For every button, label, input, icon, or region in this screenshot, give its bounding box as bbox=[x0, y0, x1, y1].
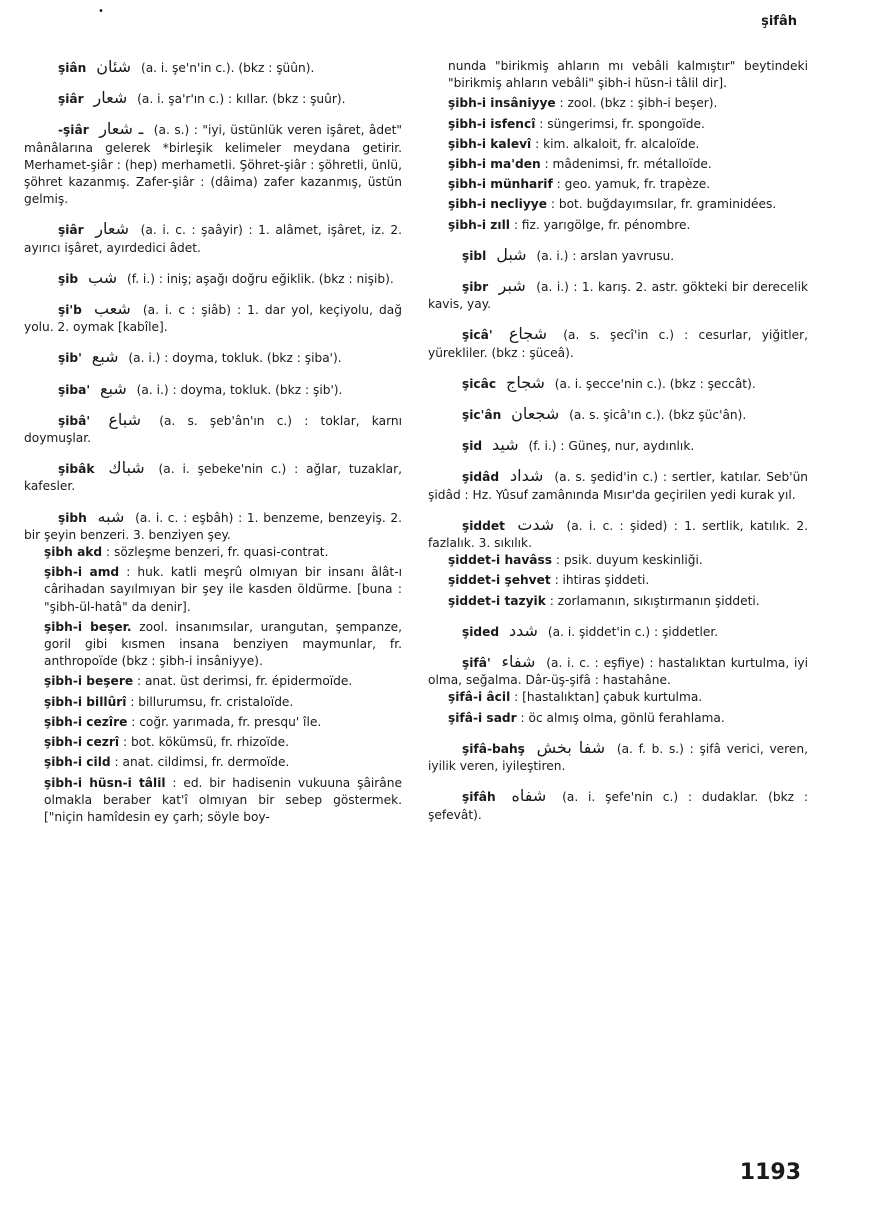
entry-arabic-script: شفا بخش bbox=[536, 737, 606, 757]
entry-headword: şicâc bbox=[462, 376, 497, 391]
entry-definition: (a. i.) : doyma, tokluk. (bkz : şiba'). bbox=[128, 351, 342, 366]
entry-definition: : huk. katli meşrû olmıyan bir insanı âlât-ı cârihadan sayılmıyan bir şey ile kasden öldürme. [buna : "şibh-ül-hatâ" da denir]. bbox=[44, 565, 402, 614]
entry-definition: (a. s. şecî'in c.) : cesurlar, yiğitler, yürekliler. (bkz : şüceâ). bbox=[428, 328, 809, 360]
dictionary-entry bbox=[24, 411, 402, 447]
dictionary-entry bbox=[24, 508, 402, 544]
entry-definition: : anat. cildimsi, fr. dermoïde. bbox=[114, 755, 290, 770]
entry-definition: (f. i.) : Güneş, nur, aydınlık. bbox=[528, 439, 695, 454]
dictionary-entry bbox=[24, 619, 402, 671]
entry-definition: : psik. duyum keskinliği. bbox=[555, 553, 703, 568]
dictionary-entry bbox=[428, 710, 808, 727]
entry-definition: : öc almış olma, gönlü ferahlama. bbox=[520, 710, 725, 725]
entry-definition: (f. i.) : iniş; aşağı doğru eğiklik. (bkz : nişib). bbox=[127, 271, 394, 286]
entry-definition: (a. i. c : şiâb) : 1. dar yol, keçiyolu, dağ yolu. 2. oymak [kabîle]. bbox=[24, 303, 403, 335]
entry-headword: şibh-i beşere bbox=[44, 674, 134, 689]
entry-headword: şibr bbox=[462, 280, 489, 295]
dictionary-entry bbox=[24, 269, 402, 288]
entry-arabic-script: شعب bbox=[93, 299, 131, 319]
entry-definition: (a. i. şe'n'in c.). (bkz : şüûn). bbox=[140, 61, 315, 75]
entry-arabic-script: شئان bbox=[96, 57, 132, 76]
dictionary-entry bbox=[428, 325, 808, 361]
entry-definition: (a. i. c. : şided) : 1. sertlik, katılık. 2. fazlalık. 3. sıkılık. bbox=[428, 518, 809, 551]
entry-headword: şibh-i necliyye bbox=[448, 197, 547, 212]
dictionary-entry bbox=[428, 689, 808, 706]
dictionary-entry bbox=[24, 120, 402, 208]
entry-definition: (a. i. c. : eşfiye) : hastalıktan kurtulma, iyi olma, seğalma. Dâr-üş-şifâ : hastahâne. bbox=[428, 656, 809, 688]
left-column bbox=[24, 58, 402, 829]
entry-arabic-script: شبل bbox=[496, 244, 527, 264]
entry-headword: şifâ-i âcil bbox=[448, 690, 511, 705]
entry-arabic-script: شبه bbox=[97, 506, 125, 526]
dictionary-entry bbox=[24, 300, 402, 336]
entry-headword: şiddet-i havâss bbox=[448, 553, 553, 568]
entry-definition: : mâdenimsi, fr. métalloïde. bbox=[544, 157, 712, 172]
entry-arabic-script: شباك bbox=[108, 458, 145, 478]
entry-headword: şifâ-i sadr bbox=[448, 710, 517, 725]
entry-definition: : bot. buğdayımsılar, fr. graminidées. bbox=[550, 197, 777, 212]
entry-headword: şiddet bbox=[462, 518, 505, 533]
dictionary-entry bbox=[24, 754, 402, 771]
dictionary-entry bbox=[24, 714, 402, 731]
dictionary-entry bbox=[428, 572, 808, 589]
entry-definition: (a. i. şefe'nin c.) : dudaklar. (bkz : şefevât). bbox=[428, 790, 808, 822]
dictionary-entry bbox=[428, 622, 808, 641]
dictionary-entry bbox=[428, 552, 808, 569]
dictionary-entry bbox=[428, 136, 808, 153]
dictionary-entry bbox=[428, 95, 808, 112]
entry-arabic-script: شدد bbox=[509, 620, 538, 640]
entry-arabic-script: شجعان bbox=[511, 404, 560, 424]
entry-headword: şifâ' bbox=[462, 656, 491, 671]
entry-headword: şib' bbox=[58, 351, 82, 366]
entry-definition: : [hastalıktan] çabuk kurtulma. bbox=[514, 690, 703, 705]
entry-definition: (a. i.) : doyma, tokluk. (bkz : şib'). bbox=[136, 382, 343, 397]
entry-headword: şid bbox=[462, 439, 483, 454]
entry-definition: (a. i.) : 1. karış. 2. astr. gökteki bir derecelik kavis, yay. bbox=[428, 280, 809, 312]
right-column bbox=[428, 58, 808, 836]
entry-headword: şib bbox=[58, 271, 79, 286]
dictionary-entry bbox=[428, 516, 808, 552]
entry-headword: şibh bbox=[58, 510, 87, 525]
entry-definition: (a. s. şicâ'ın c.). (bkz şüc'ân). bbox=[569, 408, 747, 423]
dictionary-entry bbox=[24, 544, 402, 561]
entry-headword: şibh-i ma'den bbox=[448, 157, 541, 172]
dictionary-entry bbox=[428, 436, 808, 455]
entry-headword: şiddet-i tazyik bbox=[448, 593, 546, 608]
entry-arabic-script: شعار bbox=[95, 219, 130, 239]
entry-definition: : fiz. yarıgölge, fr. pénombre. bbox=[513, 217, 691, 232]
entry-headword: şibâ' bbox=[58, 413, 91, 428]
entry-definition: : sözleşme benzeri, fr. quasi-contrat. bbox=[106, 545, 329, 560]
entry-definition: (a. s. şedid'in c.) : sertler, katılar. Seb'ün şidâd : Hz. Yûsuf zamânında Mısır'da geçirilen yedi kurak yıl. bbox=[428, 470, 809, 502]
stray-mark: • bbox=[98, 6, 104, 17]
entry-headword: şidâd bbox=[462, 470, 500, 485]
entry-arabic-script: شبع bbox=[91, 347, 119, 367]
dictionary-entry bbox=[428, 217, 808, 234]
entry-arabic-script: شداد bbox=[510, 466, 544, 486]
entry-definition: : zool. (bkz : şibh-i beşer). bbox=[559, 96, 718, 111]
entry-arabic-script: شباع bbox=[108, 409, 141, 429]
dictionary-entry bbox=[24, 694, 402, 711]
dictionary-entry bbox=[24, 348, 402, 367]
entry-headword: şibâk bbox=[58, 462, 95, 477]
entry-arabic-script: شجاع bbox=[508, 324, 548, 344]
entry-headword: şibh-i amd bbox=[44, 565, 120, 580]
entry-definition: nunda "birikmiş ahların mı vebâli kalmıştır" beytindeki "birikmiş ahların vebâli" şibh-i hüsn-i tâlil dir]. bbox=[448, 59, 808, 91]
dictionary-entry bbox=[428, 787, 808, 823]
entry-headword: şibh-i hüsn-i tâlil bbox=[44, 775, 166, 790]
dictionary-entry bbox=[428, 374, 808, 393]
dictionary-entry bbox=[24, 89, 402, 108]
entry-definition: (a. i. şiddet'in c.) : şiddetler. bbox=[547, 624, 719, 639]
entry-definition: zool. insanımsılar, urangutan, şempanze, goril gibi kısmen insana benziyen maymunlar, fr. anthropoïde (bkz : şibh-i insâniyye). bbox=[44, 619, 403, 669]
entry-headword: şibh-i cezîre bbox=[44, 714, 128, 729]
dictionary-entry bbox=[428, 156, 808, 173]
entry-headword: şiba' bbox=[58, 382, 91, 397]
entry-headword: şiddet-i şehvet bbox=[448, 573, 551, 588]
dictionary-entry bbox=[428, 653, 808, 689]
entry-headword: şicâ' bbox=[462, 328, 493, 343]
entry-headword: şic'ân bbox=[462, 408, 502, 423]
entry-definition: : süngerimsi, fr. spongoïde. bbox=[539, 116, 705, 131]
entry-definition: (a. s. şeb'ân'ın c.) : toklar, karnı doymuşlar. bbox=[24, 413, 402, 446]
dictionary-entry bbox=[24, 734, 402, 751]
dictionary-entry bbox=[428, 467, 808, 503]
entry-headword: şiâr bbox=[58, 223, 84, 238]
dictionary-entry bbox=[428, 196, 808, 213]
entry-headword: şifâh bbox=[462, 790, 496, 805]
entry-headword: şibh-i cezrî bbox=[44, 735, 120, 750]
entry-definition: (a. i. şecce'nin c.). (bkz : şeccât). bbox=[554, 376, 756, 391]
entry-headword: şibh-i zıll bbox=[448, 217, 510, 232]
entry-headword: şifâ-bahş bbox=[462, 741, 525, 756]
entry-headword: şibh-i insâniyye bbox=[448, 96, 556, 111]
entry-definition: (a. i. c. : eşbâh) : 1. benzeme, benzeyiş. 2. bir şeyin benzeri. 3. benziyen şey. bbox=[24, 510, 403, 542]
entry-definition: (a. i.) : arslan yavrusu. bbox=[536, 248, 675, 263]
dictionary-entry bbox=[428, 58, 808, 92]
entry-headword: şibl bbox=[462, 248, 487, 263]
entry-definition: (a. i. şa'r'ın c.) : kıllar. (bkz : şuûr). bbox=[137, 92, 346, 107]
dictionary-entry bbox=[24, 673, 402, 690]
dictionary-entry bbox=[428, 277, 808, 313]
entry-definition: : bot. kökümsü, fr. rhizoïde. bbox=[122, 735, 290, 750]
entry-headword: şibh akd bbox=[44, 545, 103, 560]
entry-headword: şibh-i münharif bbox=[448, 177, 553, 192]
entry-definition: : ihtiras şiddeti. bbox=[554, 573, 650, 588]
entry-definition: : ed. bir hadisenin vukuuna şâirâne olmakla beraber kat'î olmıyan bir sebep göstermek. ["niçin hamîdesin ey çarh; söyle boy- bbox=[44, 775, 402, 824]
entry-arabic-script: شفاء bbox=[501, 652, 536, 672]
dictionary-entry bbox=[428, 739, 808, 775]
entry-arabic-script: شيد bbox=[492, 435, 519, 455]
entry-headword: şiân bbox=[58, 61, 87, 75]
dictionary-entry bbox=[24, 220, 402, 256]
dictionary-entry bbox=[24, 58, 402, 77]
page-number: 1193 bbox=[739, 1160, 801, 1185]
entry-headword: şibh-i cild bbox=[44, 755, 111, 770]
entry-headword: şiâr bbox=[58, 92, 84, 107]
entry-definition: : kim. alkaloit, fr. alcaloïde. bbox=[535, 136, 700, 151]
entry-headword: -şiâr bbox=[58, 123, 89, 138]
entry-headword: şibh-i billûrî bbox=[44, 694, 127, 709]
entry-headword: şibh-i beşer. bbox=[44, 619, 132, 634]
entry-definition: (a. f. b. s.) : şifâ verici, veren, iyilik veren, iyileştiren. bbox=[428, 741, 809, 774]
dictionary-entry bbox=[428, 176, 808, 193]
entry-definition: : coğr. yarımada, fr. presqu' île. bbox=[131, 714, 322, 729]
entry-arabic-script: شعار bbox=[93, 88, 128, 108]
entry-definition: : anat. üst derimsi, fr. épidermoïde. bbox=[136, 674, 353, 689]
entry-headword: şided bbox=[462, 624, 500, 639]
dictionary-entry bbox=[24, 459, 402, 495]
dictionary-entry bbox=[428, 405, 808, 424]
entry-definition: : geo. yamuk, fr. trapèze. bbox=[556, 177, 711, 192]
entry-definition: : zorlamanın, sıkıştırmanın şiddeti. bbox=[549, 593, 760, 608]
dictionary-entry bbox=[428, 246, 808, 265]
entry-arabic-script: شبر bbox=[498, 276, 526, 296]
running-head: şifâh bbox=[761, 14, 797, 29]
entry-definition: (a. i. c. : şaâyir) : 1. alâmet, işâret, iz. 2. ayırıcı işâret, ayırdedici âdet. bbox=[24, 223, 402, 255]
dictionary-entry bbox=[24, 380, 402, 399]
dictionary-entry bbox=[428, 116, 808, 133]
dictionary-entry bbox=[428, 593, 808, 610]
entry-arabic-script: شجاج bbox=[505, 372, 545, 392]
entry-headword: şi'b bbox=[58, 303, 82, 318]
entry-definition: (a. i. şebeke'nin c.) : ağlar, tuzaklar, kafesler. bbox=[24, 462, 403, 494]
entry-arabic-script: شبع bbox=[100, 378, 127, 398]
entry-arabic-script: شدت bbox=[517, 514, 555, 534]
entry-definition: : billurumsu, fr. cristaloïde. bbox=[130, 694, 294, 709]
entry-definition: (a. s.) : "iyi, üstünlük veren işâret, âdet" mânâlarına gelerek *birleşik kelimeler meydana getirir. Merhamet-şiâr : (hep) merhametli. Şöhret-şiâr : şöhretli, ünlü, şöhret kazanmış. Zafer-şiâr : (dâima) zafer kazanmış, üstün gelmiş. bbox=[24, 123, 402, 207]
dictionary-entry bbox=[24, 564, 402, 616]
entry-headword: şibh-i isfencî bbox=[448, 116, 536, 131]
dictionary-entry bbox=[24, 775, 402, 827]
entry-headword: şibh-i kalevî bbox=[448, 136, 532, 151]
entry-arabic-script: شب bbox=[88, 267, 118, 287]
entry-arabic-script: شفاه bbox=[511, 786, 547, 806]
entry-arabic-script: ـ شعار bbox=[99, 119, 144, 139]
